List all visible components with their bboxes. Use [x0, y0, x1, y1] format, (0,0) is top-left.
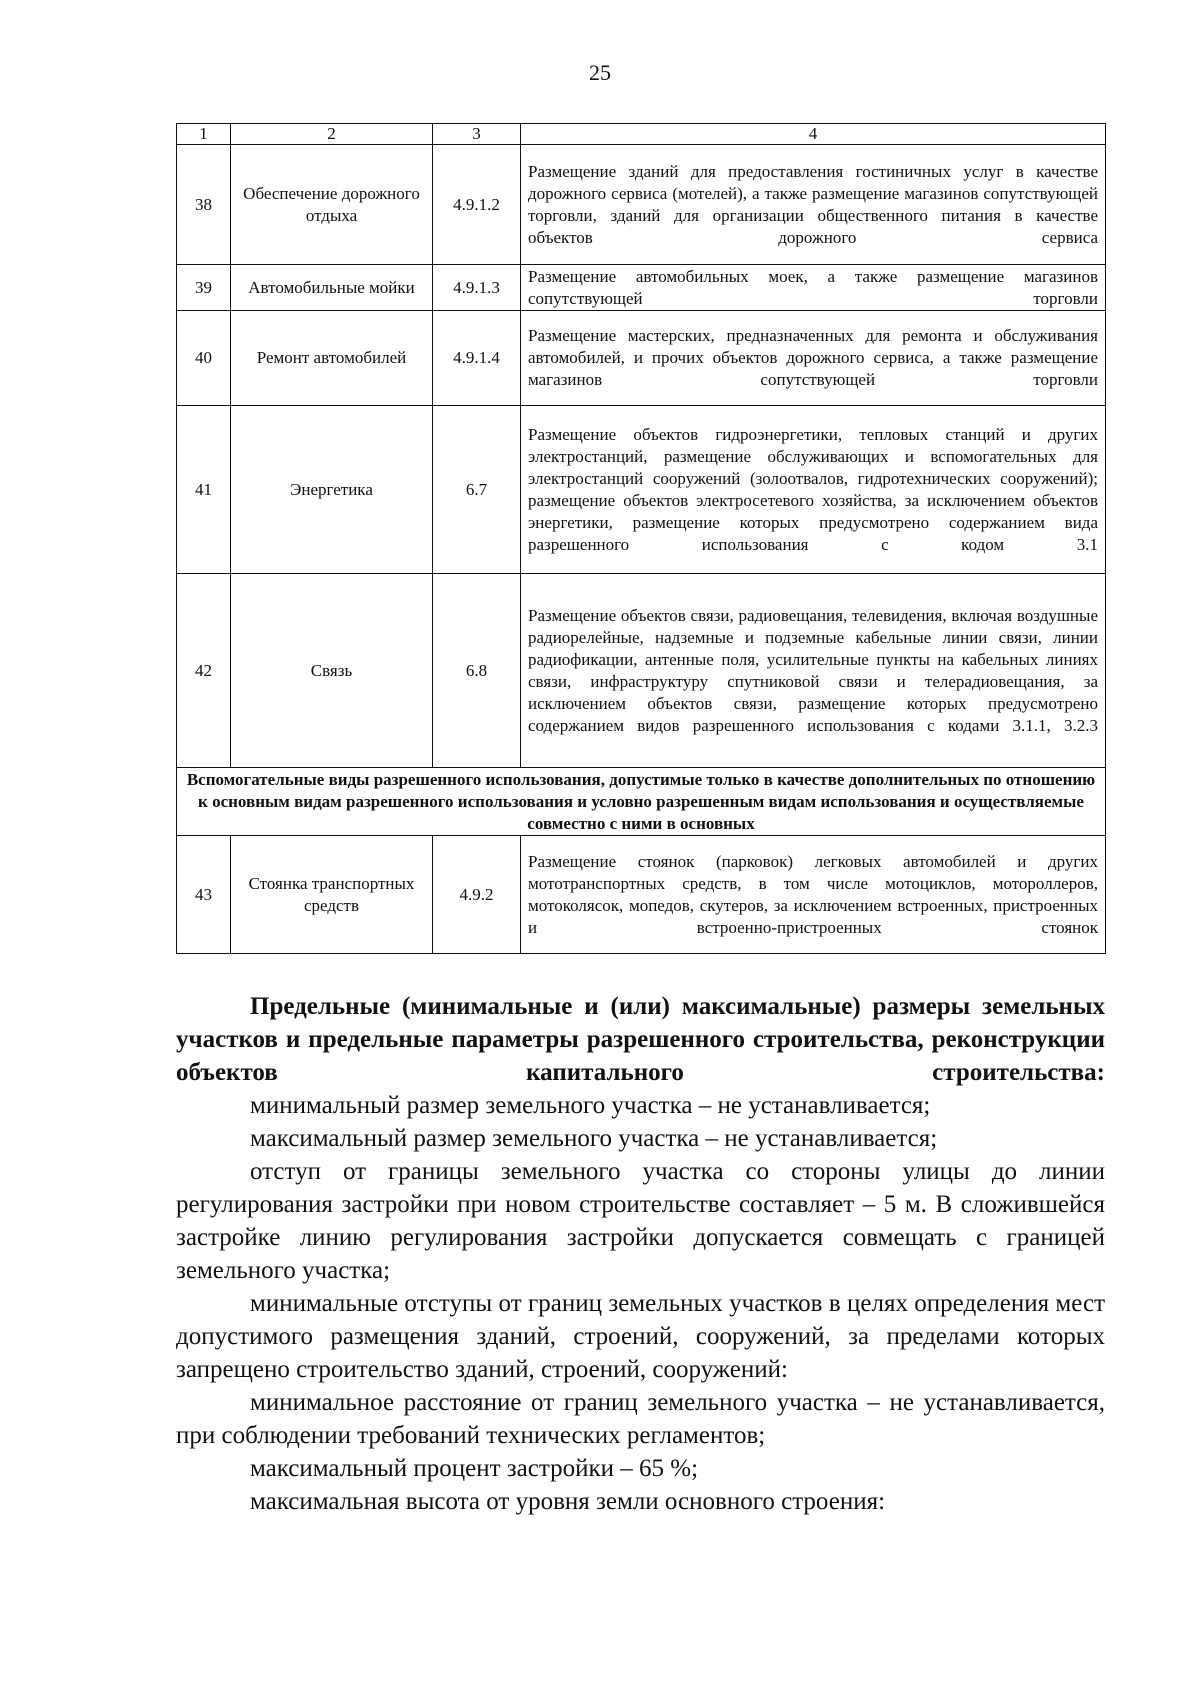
paragraph-max-height: максимальная высота от уровня земли основного строения: — [250, 1488, 886, 1515]
header-cell-4: 4 — [521, 124, 1106, 145]
use-description: Размещение стоянок (парковок) легковых автомобилей и других мототранспортных средств, в том числе мотоциклов, мотороллеров, мотоколясок, мопедов, скутеров, за исключением встроенных, пристроенных и встроенно-пристроенных стоянок — [521, 836, 1106, 954]
use-code: 6.8 — [433, 574, 521, 768]
use-code: 4.9.2 — [433, 836, 521, 954]
table-row — [177, 311, 1106, 406]
use-name: Обеспечение дорожного отдыха — [231, 145, 433, 265]
row-number: 43 — [177, 836, 231, 954]
row-number: 42 — [177, 574, 231, 768]
use-name: Автомобильные мойки — [231, 265, 433, 311]
section-header-row — [177, 768, 1106, 836]
header-cell-2: 2 — [231, 124, 433, 145]
row-number: 40 — [177, 311, 231, 406]
land-use-table — [176, 123, 1106, 954]
use-name: Энергетика — [231, 406, 433, 574]
use-description: Размещение автомобильных моек, а также размещение магазинов сопутствующей торговли — [521, 265, 1106, 311]
use-name: Стоянка транспортных средств — [231, 836, 433, 954]
use-code: 4.9.1.3 — [433, 265, 521, 311]
regulations-text — [176, 990, 1105, 1518]
row-number: 38 — [177, 145, 231, 265]
page-number: 25 — [589, 60, 611, 85]
header-cell-3: 3 — [433, 124, 521, 145]
row-number: 39 — [177, 265, 231, 311]
use-code: 6.7 — [433, 406, 521, 574]
table-row — [177, 145, 1106, 265]
use-name: Ремонт автомобилей — [231, 311, 433, 406]
paragraph-min-size: минимальный размер земельного участка – не устанавливается; — [250, 1092, 931, 1119]
paragraph-min-setbacks: минимальные отступы от границ земельных участков в целях определения мест допустимого размещения зданий, строений, сооружений, за пределами которых запрещено строительство зданий, строений, сооружений: — [176, 1290, 1105, 1383]
use-name: Связь — [231, 574, 433, 768]
table-header-row — [177, 124, 1106, 145]
paragraph-max-size: максимальный размер земельного участка – не устанавливается; — [250, 1125, 938, 1152]
use-description: Размещение зданий для предоставления гостиничных услуг в качестве дорожного сервиса (мотелей), а также размещение магазинов сопутствующей торговли, зданий для организации общественного питания в качестве объектов дорожного сервиса — [521, 145, 1106, 265]
section-heading: Предельные (минимальные и (или) максимальные) размеры земельных участков и предельные параметры разрешенного строительства, реконструкции объектов капитального строительства: — [176, 993, 1105, 1086]
paragraph-street-setback: отступ от границы земельного участка со стороны улицы до линии регулирования застройки при новом строительстве составляет – 5 м. В сложившейся застройке линию регулирования застройки допускается совмещать с границей земельного участка; — [176, 1158, 1105, 1284]
use-description: Размещение объектов связи, радиовещания, телевидения, включая воздушные радиорелейные, надземные и подземные кабельные линии связи, линии радиофикации, антенные поля, усилительные пункты на кабельных линиях связи, инфраструктуру спутниковой связи и телерадиовещания, за исключением объектов связи, размещение которых предусмотрено содержанием видов разрешенного использования с кодами 3.1.1, 3.2.3 — [521, 574, 1106, 768]
table-row — [177, 265, 1106, 311]
section-title: Вспомогательные виды разрешенного использования, допустимые только в качестве дополнительных по отношению к основным видам разрешенного использования и условно разрешенным видам использования и осуществляемые совместно с ними в основных — [177, 768, 1106, 836]
use-code: 4.9.1.4 — [433, 311, 521, 406]
paragraph-max-coverage: максимальный процент застройки – 65 %; — [250, 1455, 699, 1482]
table-row — [177, 406, 1106, 574]
use-description: Размещение объектов гидроэнергетики, тепловых станций и других электростанций, размещение обслуживающих и вспомогательных для электростанций сооружений (золоотвалов, гидротехнических сооружений); размещение объектов электросетевого хозяйства, за исключением объектов энергетики, размещение которых предусмотрено содержанием вида разрешенного использования с кодом 3.1 — [521, 406, 1106, 574]
use-code: 4.9.1.2 — [433, 145, 521, 265]
use-description: Размещение мастерских, предназначенных для ремонта и обслуживания автомобилей, и прочих объектов дорожного сервиса, а также размещение магазинов сопутствующей торговли — [521, 311, 1106, 406]
paragraph-min-distance: минимальное расстояние от границ земельного участка – не устанавливается, при соблюдении требований технических регламентов; — [176, 1389, 1105, 1449]
row-number: 41 — [177, 406, 231, 574]
header-cell-1: 1 — [177, 124, 231, 145]
table-row — [177, 836, 1106, 954]
table-row — [177, 574, 1106, 768]
